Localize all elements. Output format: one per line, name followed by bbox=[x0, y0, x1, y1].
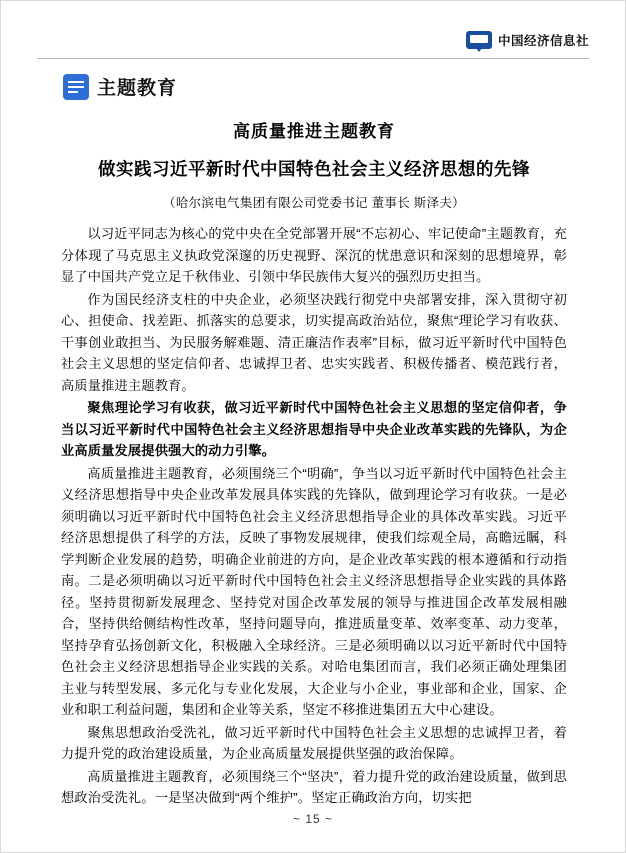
byline: （哈尔滨电气集团有限公司党委书记 董事长 斯泽夫） bbox=[163, 196, 465, 210]
page-title: 高质量推进主题教育 bbox=[233, 122, 395, 141]
section-tag bbox=[63, 73, 177, 100]
paragraph: 高质量推进主题教育，必须围绕三个“坚决”，着力提升党的政治建设质量，做到思想政治受洗礼。一是坚决做到“两个维护”。坚定正确政治方向，切实把 bbox=[61, 768, 567, 805]
page-footer: ~ 15 ~ bbox=[292, 812, 334, 826]
page-subtitle: 做实践习近平新时代中国特色社会主义经济思想的先锋 bbox=[98, 159, 530, 179]
publisher-logo bbox=[466, 31, 589, 49]
paragraph: 高质量推进主题教育，必须围绕三个“明确”，争当以习近平新时代中国特色社会主义经济思想指导中央企业改革发展具体实践的先锋队，做到理论学习有收获。一是必须明确以习近平新时代中国特色社会主义经济思想指导企业的具体改革实践。习近平经济思想提供了科学的方法，反映了事物发展规律，使我们综观全局，高瞻远瞩，科学判断企业发展的趋势，明确企业前进的方向，是企业改革实践的根本遵循和行动指南。二是必须明确以习近平新时代中国特色社会主义经济思想指导企业实践的具体路径。坚持贯彻新发展理念、坚持党对国企改革发展的领导与推进国企改革发展相融合，坚持供给侧结构性改革，坚持问题导向，推进质量变革、效率变革、动力变革，坚持孕育弘扬创新文化，积极融入全球经济。三是必须明确以以习近平新时代中国特色社会主义经济思想指导企业实践的关系。对哈电集团而言，我们必须正确处理集团主业与转型发展、多元化与专业化发展，大企业与小企业，事业部和企业，国家、企业和职工利益问题，集团和企业等关系，坚定不移推进集团五大中心建设。 bbox=[61, 465, 567, 717]
paragraph: 作为国民经济支柱的中央企业，必须坚决践行彻党中央部署安排，深入贯彻守初心、担使命、找差距、抓落实的总要求，切实提高政治站位，聚焦“理论学习有收获、干事创业敢担当、为民服务解难题、清正廉洁作表率”目标，做习近平新时代中国特色社会主义思想的坚定信仰者、忠诚捍卫者、忠实实践者、积极传播者、模范践行者，高质量推进主题教育。 bbox=[61, 291, 567, 393]
document-body bbox=[61, 109, 567, 810]
section-tag-label: 主题教育 bbox=[97, 78, 178, 99]
book-icon bbox=[63, 74, 89, 100]
paragraph-emphasis: 聚焦理论学习有收获，做习近平新时代中国特色社会主义思想的坚定信仰者，争当以习近平新时代中国特色社会主义经济思想指导中央企业改革实践的先锋队，为企业高质量发展提供强大的动力引擎。 bbox=[61, 400, 567, 458]
monitor-icon bbox=[466, 31, 492, 49]
paragraph: 聚焦思想政治受洗礼，做习近平新时代中国特色社会主义思想的忠诚捍卫者，着力提升党的政治建设质量，为企业高质量发展提供坚强的政治保障。 bbox=[61, 724, 567, 761]
paragraph: 以习近平同志为核心的党中央在全党部署开展“不忘初心、牢记使命”主题教育，充分体现了马克思主义执政党深邃的历史视野、深沉的忧患意识和深刻的思想境界，彰显了中国共产党立足千秋伟业、引领中华民族伟大复兴的强烈历史担当。 bbox=[61, 226, 567, 284]
header-divider bbox=[37, 58, 589, 59]
publisher-name: 中国经济信息社 bbox=[497, 34, 589, 48]
